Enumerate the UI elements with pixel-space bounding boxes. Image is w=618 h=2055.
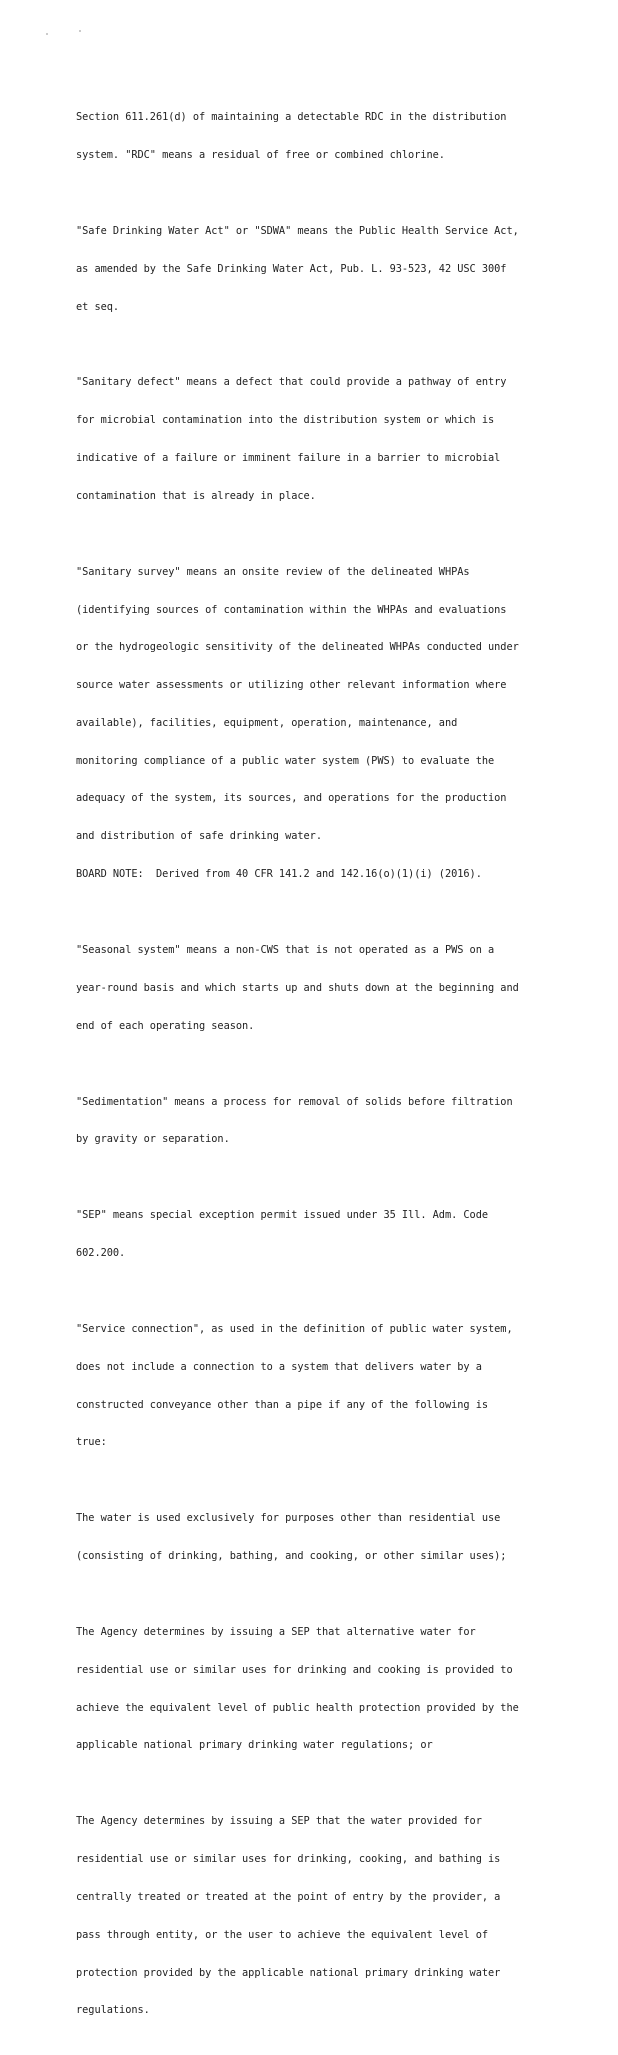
- text-line: does not include a connection to a system that delivers water by a: [76, 1360, 482, 1373]
- text-line: "Safe Drinking Water Act" or "SDWA" means the Public Health Service Act,: [76, 224, 519, 237]
- text-line: "SEP" means special exception permit issued under 35 Ill. Adm. Code: [76, 1209, 489, 1222]
- definition-seasonal-system: [76, 919, 538, 1058]
- text-line: indicative of a failure or imminent failure in a barrier to microbial: [76, 452, 501, 465]
- text-line: constructed conveyance other than a pipe if any of the following is: [76, 1398, 489, 1411]
- text-line: regulations.: [76, 2004, 150, 2017]
- paragraph-rdc: [76, 86, 538, 187]
- definition-sanitary-defect: [76, 351, 538, 527]
- list-item-3: [76, 1790, 538, 2042]
- text-line: "Service connection", as used in the definition of public water system,: [76, 1323, 513, 1336]
- definition-service-connection: [76, 1298, 538, 1474]
- text-line: 602.200.: [76, 1247, 126, 1260]
- text-line: "Sanitary defect" means a defect that could provide a pathway of entry: [76, 376, 507, 389]
- text-line: "Seasonal system" means a non-CWS that is not operated as a PWS on a: [76, 944, 495, 956]
- definition-sedimentation: [76, 1070, 538, 1171]
- text-line: or the hydrogeologic sensitivity of the delineated WHPAs conducted under: [76, 641, 519, 654]
- text-line: residential use or similar uses for drinking, cooking, and bathing is: [76, 1853, 501, 1866]
- list-item-2: [76, 1601, 538, 1777]
- text-line: available), facilities, equipment, operation, maintenance, and: [76, 716, 458, 729]
- text-line: protection provided by the applicable national primary drinking water: [76, 1966, 501, 1979]
- text-line: residential use or similar uses for drinking and cooking is provided to: [76, 1663, 513, 1676]
- text-line: "Sanitary survey" means an onsite review of the delineated WHPAs: [76, 565, 470, 578]
- text-line: system. "RDC" means a residual of free or combined chlorine.: [76, 148, 445, 161]
- definition-sdwa: [76, 200, 538, 339]
- text-line: achieve the equivalent level of public health protection provided by the: [76, 1701, 519, 1714]
- document-page: [76, 86, 538, 2055]
- text-line: source water assessments or utilizing other relevant information where: [76, 679, 507, 692]
- text-line: applicable national primary drinking water regulations; or: [76, 1739, 433, 1752]
- text-line: The water is used exclusively for purposes other than residential use: [76, 1512, 501, 1525]
- text-line: (identifying sources of contamination within the WHPAs and evaluations: [76, 603, 507, 616]
- text-line: (consisting of drinking, bathing, and cooking, or other similar uses);: [76, 1550, 507, 1563]
- text-line: by gravity or separation.: [76, 1133, 230, 1146]
- text-line: monitoring compliance of a public water system (PWS) to evaluate the: [76, 754, 495, 767]
- text-line: pass through entity, or the user to achieve the equivalent level of: [76, 1928, 489, 1941]
- text-line: The Agency determines by issuing a SEP that alternative water for: [76, 1626, 476, 1639]
- text-line: as amended by the Safe Drinking Water Act, Pub. L. 93-523, 42 USC 300f: [76, 262, 507, 275]
- text-line: contamination that is already in place.: [76, 489, 316, 502]
- text-line: et seq.: [76, 300, 120, 313]
- text-line: and distribution of safe drinking water.: [76, 830, 322, 843]
- definition-sanitary-survey: [76, 541, 538, 906]
- text-line: centrally treated or treated at the point of entry by the provider, a: [76, 1890, 501, 1903]
- text-line: true:: [76, 1436, 107, 1449]
- list-item-1: [76, 1487, 538, 1588]
- board-note: BOARD NOTE: Derived from 40 CFR 141.2 and 142.16(o)(1)(i) (2016).: [76, 868, 482, 881]
- text-line: "Sedimentation" means a process for removal of solids before filtration: [76, 1095, 513, 1108]
- text-line: adequacy of the system, its sources, and operations for the production: [76, 792, 507, 805]
- definition-sep: [76, 1184, 538, 1285]
- text-line: for microbial contamination into the distribution system or which is: [76, 414, 495, 427]
- text-line: end of each operating season.: [76, 1019, 255, 1032]
- text-line: year-round basis and which starts up and shuts down at the beginning and: [76, 981, 519, 994]
- scan-speck: [79, 30, 81, 32]
- text-line: The Agency determines by issuing a SEP that the water provided for: [76, 1815, 482, 1828]
- scan-speck: [46, 33, 48, 35]
- text-line: Section 611.261(d) of maintaining a detectable RDC in the distribution: [76, 111, 507, 124]
